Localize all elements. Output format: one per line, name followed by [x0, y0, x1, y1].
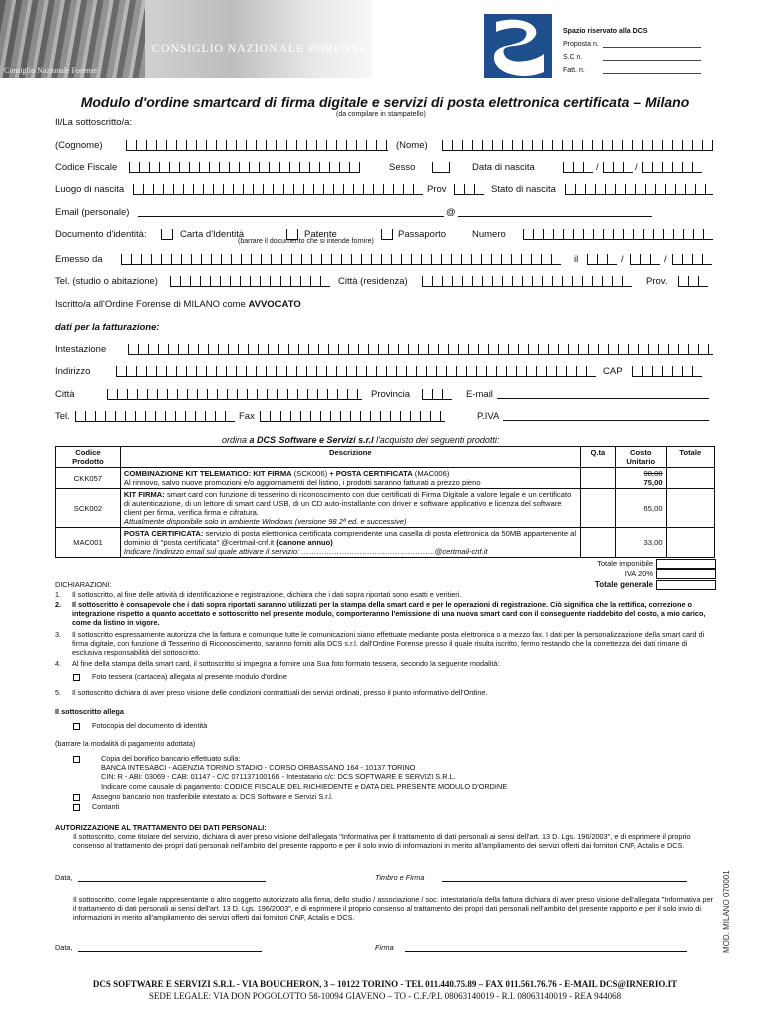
data-nascita-anno[interactable]	[642, 162, 702, 173]
prov-residenza-input[interactable]	[678, 276, 708, 287]
bonifico-option: Copia del bonifico bancario effettuato sulla: BANCA INTESABCI - AGENZIA TORINO STADIO - CORSO ORBASSANO 164 - 10137 TORINO CIN: R - ABI: 03069 - CAB: 01147 - C/C 071137100166 - Intestatario c/c: DCS SOFTWARE E SERVIZI S.R.L. Indicare come causale di pagamento: CODICE FISCALE DEL RICHIEDENTE e DATA DEL PRESENTE MODULO D'ORDINE	[73, 754, 713, 791]
totale-cell[interactable]	[666, 489, 714, 528]
emesso-input[interactable]	[121, 254, 561, 265]
qta-input[interactable]	[580, 468, 615, 489]
citta-residenza-input[interactable]	[422, 276, 632, 287]
privacy-text-2: Il sottoscritto, come legale rappresentante o altro soggetto autorizzato alla firma, dello studio / associazione / soc. intestatario/a della fattura dichiara di aver preso visione dell'allegata "Informativa per il trattamento di dati personali ai sensi dell'art. 13 D. Lgs. 196/2003", e di esprimere il proprio consenso al trattamento dei propri dati personali nell'ambito del presente rapporto e per il solo invio di informazioni in merito all'ampliamento dei servizi offerti dai fornitori CNF, Actalis e DCS.	[73, 895, 713, 923]
tel-input[interactable]	[170, 276, 330, 287]
proposta-label: Proposta n.	[563, 41, 599, 48]
data-input-1[interactable]	[78, 881, 266, 882]
foto-checkbox[interactable]	[73, 674, 80, 681]
citta-label: Città	[55, 389, 75, 400]
product-price: 33,00	[615, 528, 666, 558]
numero-label: Numero	[472, 229, 506, 240]
firma-label: Firma	[375, 943, 394, 952]
product-code: MAC001	[56, 528, 121, 558]
iva-label: IVA 20%	[624, 569, 653, 578]
fax-input[interactable]	[260, 411, 445, 422]
dichiarazione-5: 5. Il sottoscritto dichiara di aver preso visione delle condizioni contrattuali dei servizi ordinati, presso il punto informativo dell'Ordine.	[55, 688, 488, 697]
cognome-input[interactable]	[126, 140, 388, 151]
product-price: 98,00 75,00	[615, 468, 666, 489]
cap-label: CAP	[603, 366, 623, 377]
indirizzo-input[interactable]	[116, 366, 596, 377]
email-at: @	[446, 207, 456, 218]
footer-line-1: DCS SOFTWARE E SERVIZI S.R.L - VIA BOUCHERON, 3 – 10122 TORINO - TEL 011.440.75.89 – FAX 011.561.76.76 - E-MAIL DCS@IRNERIO.IT	[92, 979, 678, 989]
dichiarazioni-title: DICHIARAZIONI:	[55, 580, 112, 589]
qta-input[interactable]	[580, 489, 615, 528]
firma-input[interactable]	[405, 951, 687, 952]
table-row	[56, 528, 715, 558]
totale-cell[interactable]	[666, 468, 714, 489]
allega-doc-checkbox[interactable]	[73, 723, 80, 730]
piva-label: P.IVA	[477, 411, 500, 422]
emesso-giorno[interactable]	[587, 254, 617, 265]
product-desc: POSTA CERTIFICATA: servizio di posta elettronica certificata comprendente una casella di posta elettronica da 50MB appartenente al dominio di "posta certificata" @certmail-cnf.it (canone annuo) Indicare l'indirizzo email sul quale attivare il servizio: ……………………………………………..@certmail-cnf.it	[120, 528, 580, 558]
privacy-title: AUTORIZZAZIONE AL TRATTAMENTO DEI DATI PERSONALI:	[55, 823, 267, 832]
privacy-text-1: Il sottoscritto, come titolare del servizio, dichiara di aver preso visione dell'allegata "Informativa per il trattamento di dati personali ai sensi dell'art. 13 D. Lgs. 196/2003", e di esprimere il proprio consenso al trattamento dei propri dati personali nell'ambito del presente rapporto e per il solo invio di informazioni in merito all'ampliamento dei servizi offerti dai fornitori CNF, Actalis e DCS.	[73, 832, 691, 851]
qta-input[interactable]	[580, 528, 615, 558]
passaporto-checkbox[interactable]	[381, 229, 393, 240]
th-descrizione: Descrizione	[120, 447, 580, 468]
provincia-input[interactable]	[422, 389, 452, 400]
bonifico-checkbox[interactable]	[73, 756, 80, 763]
data-label-1: Data,	[55, 873, 73, 882]
luogo-nascita-label: Luogo di nascita	[55, 184, 125, 195]
tel-label: Tel. (studio o abitazione)	[55, 276, 158, 287]
sc-label: S.C n.	[563, 54, 583, 61]
fatturazione-heading: dati per la fatturazione:	[55, 322, 160, 333]
allega-doc: Fotocopia del documento di identità	[73, 721, 713, 730]
email-fatt-label: E-mail	[466, 389, 493, 400]
data-input-2[interactable]	[78, 951, 262, 952]
payment-note: (barrare la modalità di pagamento adottata)	[55, 739, 196, 748]
tel-fatt-input[interactable]	[75, 411, 235, 422]
prov-nascita-input[interactable]	[454, 184, 484, 195]
piva-input[interactable]	[503, 420, 709, 421]
page-title: Modulo d'ordine smartcard di firma digitale e servizi di posta elettronica certificata – Milano	[80, 94, 690, 110]
email-user-input[interactable]	[138, 216, 444, 217]
numero-documento-input[interactable]	[523, 229, 713, 240]
totale-cell[interactable]	[666, 528, 714, 558]
codice-fiscale-input[interactable]	[129, 162, 360, 173]
contanti-checkbox[interactable]	[73, 804, 80, 811]
cnf-banner	[0, 0, 372, 78]
data-nascita-mese[interactable]	[603, 162, 633, 173]
passaporto-label: Passaporto	[398, 229, 447, 240]
email-domain-input[interactable]	[458, 216, 652, 217]
assegno-checkbox[interactable]	[73, 794, 80, 801]
luogo-nascita-input[interactable]	[133, 184, 423, 195]
dcs-logo-icon	[484, 14, 552, 78]
dichiarazione-3: 3. Il sottoscritto espressamente autorizza che la fattura e comunque tutte le comunicazioni siano effettuate mediante posta elettronica o a mezzo fax. I dati per la personalizzazione della smart card di firma digitale, con funzione di Tesserino di Riconoscimento, saranno forniti alla DCS s.r.l. dall'Ordine Forense presso il quale risulta iscritto, fermo restando che la correttezza dei dati rimane di esclusiva responsabilità del sottoscritto.	[55, 630, 705, 658]
codice-fiscale-label: Codice Fiscale	[55, 162, 118, 173]
proposta-field[interactable]	[603, 38, 701, 48]
totale-imponibile-label: Totale imponibile	[597, 559, 653, 568]
allega-title: Il sottoscritto allega	[55, 707, 124, 716]
fatt-field[interactable]	[603, 64, 701, 74]
carta-identita-checkbox[interactable]	[161, 229, 173, 240]
intestazione-input[interactable]	[128, 344, 713, 355]
citta-residenza-label: Città (residenza)	[338, 276, 408, 287]
data-nascita-giorno[interactable]	[563, 162, 593, 173]
emesso-il-label: il	[574, 254, 579, 265]
dichiarazione-1: 1. Il sottoscritto, al fine delle attività di identificazione e registrazione, dichiara che i dati sopra riportati sono esatti e veritieri.	[55, 590, 462, 599]
foto-option: Foto tessera (cartacea) allegata al presente modulo d'ordine	[73, 672, 713, 681]
table-row	[56, 489, 715, 528]
assegno-option: Assegno bancario non trasferibile intestato a: DCS Software e Servizi S.r.l.	[73, 792, 713, 801]
table-row	[56, 468, 715, 489]
intestazione-label: Intestazione	[55, 344, 107, 355]
prov-nascita-label: Prov	[427, 184, 447, 195]
product-code: CKK057	[56, 468, 121, 489]
table-header-row	[56, 447, 715, 468]
cognome-label: (Cognome)	[55, 140, 103, 151]
product-price: 65,00	[615, 489, 666, 528]
nome-input[interactable]	[442, 140, 713, 151]
carta-identita-label: Carta d'Identità	[180, 229, 245, 240]
th-codice: Codice Prodotto	[56, 447, 121, 468]
intro-text: Il/La sottoscritto/a:	[55, 117, 133, 128]
nome-label: (Nome)	[396, 140, 428, 151]
banner-title: CONSIGLIO NAZIONALE FORENSE	[152, 41, 367, 55]
patente-label: Patente	[304, 229, 337, 240]
stato-nascita-input[interactable]	[565, 184, 713, 195]
totale-imponibile-input[interactable]	[656, 559, 716, 569]
fatt-label: Fatt. n.	[563, 67, 585, 74]
order-intro: ordina a DCS Software e Servizi s.r.l l'acquisto dei seguenti prodotti:	[222, 435, 500, 445]
dichiarazione-4: 4. Al fine della stampa della smart card, il sottoscritto si impegna a fornire una Sua foto formato tessera, secondo la seguente modalità:	[55, 659, 500, 668]
tel-fatt-label: Tel.	[55, 411, 70, 422]
documento-note: (barrare il documento che si intende fornire)	[238, 238, 374, 245]
emesso-label: Emesso da	[55, 254, 103, 265]
emesso-mese[interactable]	[630, 254, 660, 265]
provincia-label: Provincia	[371, 389, 411, 400]
indirizzo-label: Indirizzo	[55, 366, 91, 377]
totale-generale-label: Totale generale	[594, 580, 653, 589]
documento-label: Documento d'identità:	[55, 229, 147, 240]
products-table	[55, 446, 715, 558]
dcs-reserved-title: Spazio riservato alla DCS	[563, 28, 648, 35]
product-code: SCK002	[56, 489, 121, 528]
cap-input[interactable]	[632, 366, 702, 377]
contanti-option: Contanti	[73, 802, 713, 811]
sesso-input[interactable]	[432, 162, 450, 173]
iscritto-text: Iscritto/a all'Ordine Forense di MILANO come AVVOCATO	[55, 299, 301, 310]
sc-field[interactable]	[603, 51, 701, 61]
timbro-label: Timbro e Firma	[375, 873, 425, 882]
dichiarazione-2: 2. Il sottoscritto è consapevole che i dati sopra riportati saranno utilizzati per la stampa della smart card e per le operazioni di registrazione. Ciò significa che la rettifica, correzione o integrazione rispetto a quanto accettato e sottoscritto nel presente modulo, comporteranno l'emissione di una nuova smart card con il conseguente riaddebito del costo, a mio carico, come da listino in vigore.	[55, 600, 706, 628]
iva-input[interactable]	[656, 569, 716, 579]
dcs-reserved-box	[563, 25, 701, 77]
side-code: MOD. MILANO 070001	[722, 870, 731, 953]
th-totale: Totale	[666, 447, 714, 468]
title-note: (da compilare in stampatello)	[336, 111, 426, 118]
sesso-label: Sesso	[389, 162, 416, 173]
product-desc: KIT FIRMA: smart card con funzione di tesserino di riconoscimento con due certificati di Firma Digitale a valore legale e un certificato di autenticazione, di un lettore di smart card USB, di un CD auto-installante con driver e software applicativo e licenza del software client per firma, verifica firma e cifratura. Attualmente disponibile solo in ambiente Windows (versione 98 2ª ed. e successive)	[120, 489, 580, 528]
fax-label: Fax	[239, 411, 255, 422]
citta-input[interactable]	[107, 389, 362, 400]
email-fatt-input[interactable]	[497, 398, 709, 399]
banner-subtitle: Consiglio Nazionale Forense	[4, 66, 97, 75]
data-label-2: Data,	[55, 943, 73, 952]
footer-line-2: SEDE LEGALE: VIA DON POGOLOTTO 58-10094 GIAVENO – TO - C.F./P.I. 08063140019 - R.I. 08063140019 - REA 944068	[148, 991, 622, 1001]
data-nascita-label: Data di nascita	[472, 162, 535, 173]
stato-nascita-label: Stato di nascita	[491, 184, 556, 195]
timbro-input[interactable]	[442, 881, 687, 882]
th-costo: Costo Unitario	[615, 447, 666, 468]
th-qta: Q.ta	[580, 447, 615, 468]
email-label: Email (personale)	[55, 207, 130, 218]
product-desc: COMBINAZIONE KIT TELEMATICO: KIT FIRMA (SCK006) + POSTA CERTIFICATA (MAC006) Al rinnovo, salvo nuove promozioni e/o aggiornamenti del listino, i prodotti saranno fatturati a prezzo pieno	[120, 468, 580, 489]
prov-residenza-label: Prov.	[646, 276, 668, 287]
emesso-anno[interactable]	[672, 254, 712, 265]
